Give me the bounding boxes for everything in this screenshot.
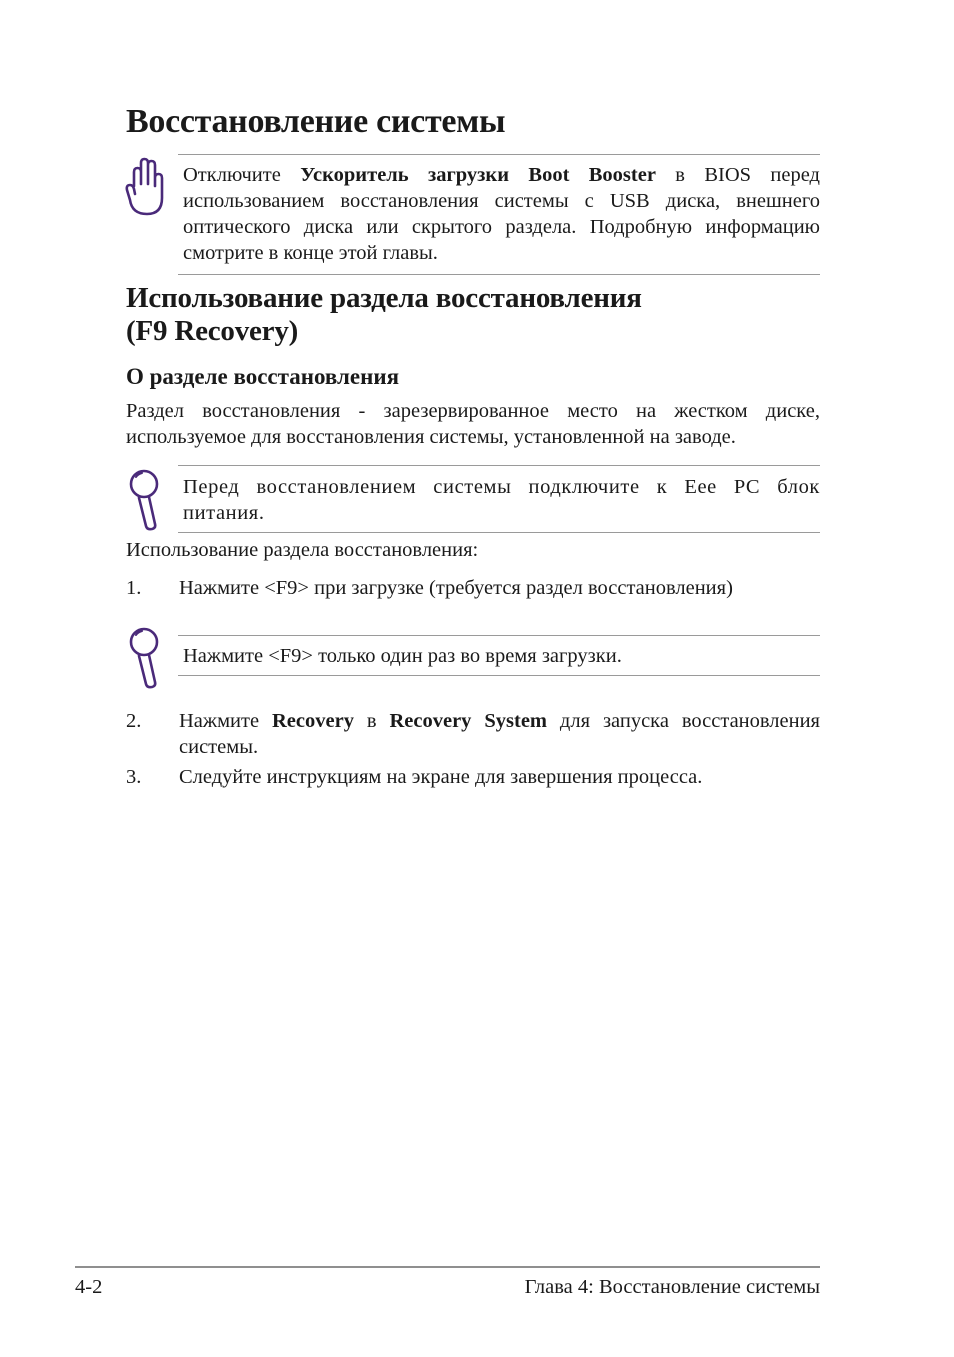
- step-text-part: Нажмите <F9> при загрузке (требуется раздел восстановления): [179, 577, 733, 599]
- step-number: 2.: [126, 710, 142, 732]
- footer-rule: [75, 1266, 820, 1268]
- step-text-bold: Recovery System: [389, 710, 547, 732]
- step-text-bold: Recovery: [272, 710, 354, 732]
- subsection-title: О разделе восстановления: [126, 364, 400, 389]
- step-number: 3.: [126, 766, 142, 788]
- footer-chapter: Глава 4: Восстановление системы: [524, 1276, 820, 1298]
- hand-icon: [124, 156, 168, 218]
- section-title: [126, 282, 642, 348]
- note1-top-rule: [178, 465, 820, 466]
- magnifier-icon: [124, 468, 164, 532]
- warning-bottom-rule: [178, 274, 820, 275]
- step-text-part: Нажмите: [179, 710, 272, 732]
- step-text-part: в: [353, 710, 390, 732]
- warning-text-bold: Ускоритель загрузки Boot Booster: [300, 164, 656, 186]
- section-title-line-2: (F9 Recovery): [126, 315, 299, 347]
- step-text: [179, 575, 820, 601]
- step-number: 1.: [126, 577, 142, 599]
- note1-bottom-rule: [178, 532, 820, 533]
- intro-paragraph: Раздел восстановления - зарезервированное место на жестком диске, используемое для восстановления системы, установленной на заводе.: [126, 400, 820, 448]
- step-text-part: для запуска восстановления системы.: [179, 710, 820, 758]
- step-text: [179, 708, 820, 760]
- warning-text-part: Отключите: [183, 164, 301, 186]
- magnifier-icon: [124, 626, 164, 690]
- note2-bottom-rule: [178, 675, 820, 676]
- warning-top-rule: [178, 154, 820, 155]
- warning-text-part: в BIOS перед использованием восстановления системы с USB диска, внешнего оптического диска или скрытого раздела. Подробную информацию смотрите в конце этой главы.: [183, 164, 820, 264]
- section-title-line-1: Использование раздела восстановления: [126, 282, 642, 314]
- note2-top-rule: [178, 635, 820, 636]
- step-text: [179, 764, 820, 790]
- page-title: Восстановление системы: [126, 103, 506, 140]
- usage-label: Использование раздела восстановления:: [126, 539, 479, 561]
- step-text-part: Следуйте инструкциям на экране для завершения процесса.: [179, 766, 703, 788]
- note1-text: Перед восстановлением системы подключите к Eee PC блок питания.: [183, 476, 820, 524]
- warning-text: [183, 162, 820, 266]
- footer-page-number: 4-2: [75, 1276, 103, 1298]
- note2-text: Нажмите <F9> только один раз во время загрузки.: [183, 645, 622, 667]
